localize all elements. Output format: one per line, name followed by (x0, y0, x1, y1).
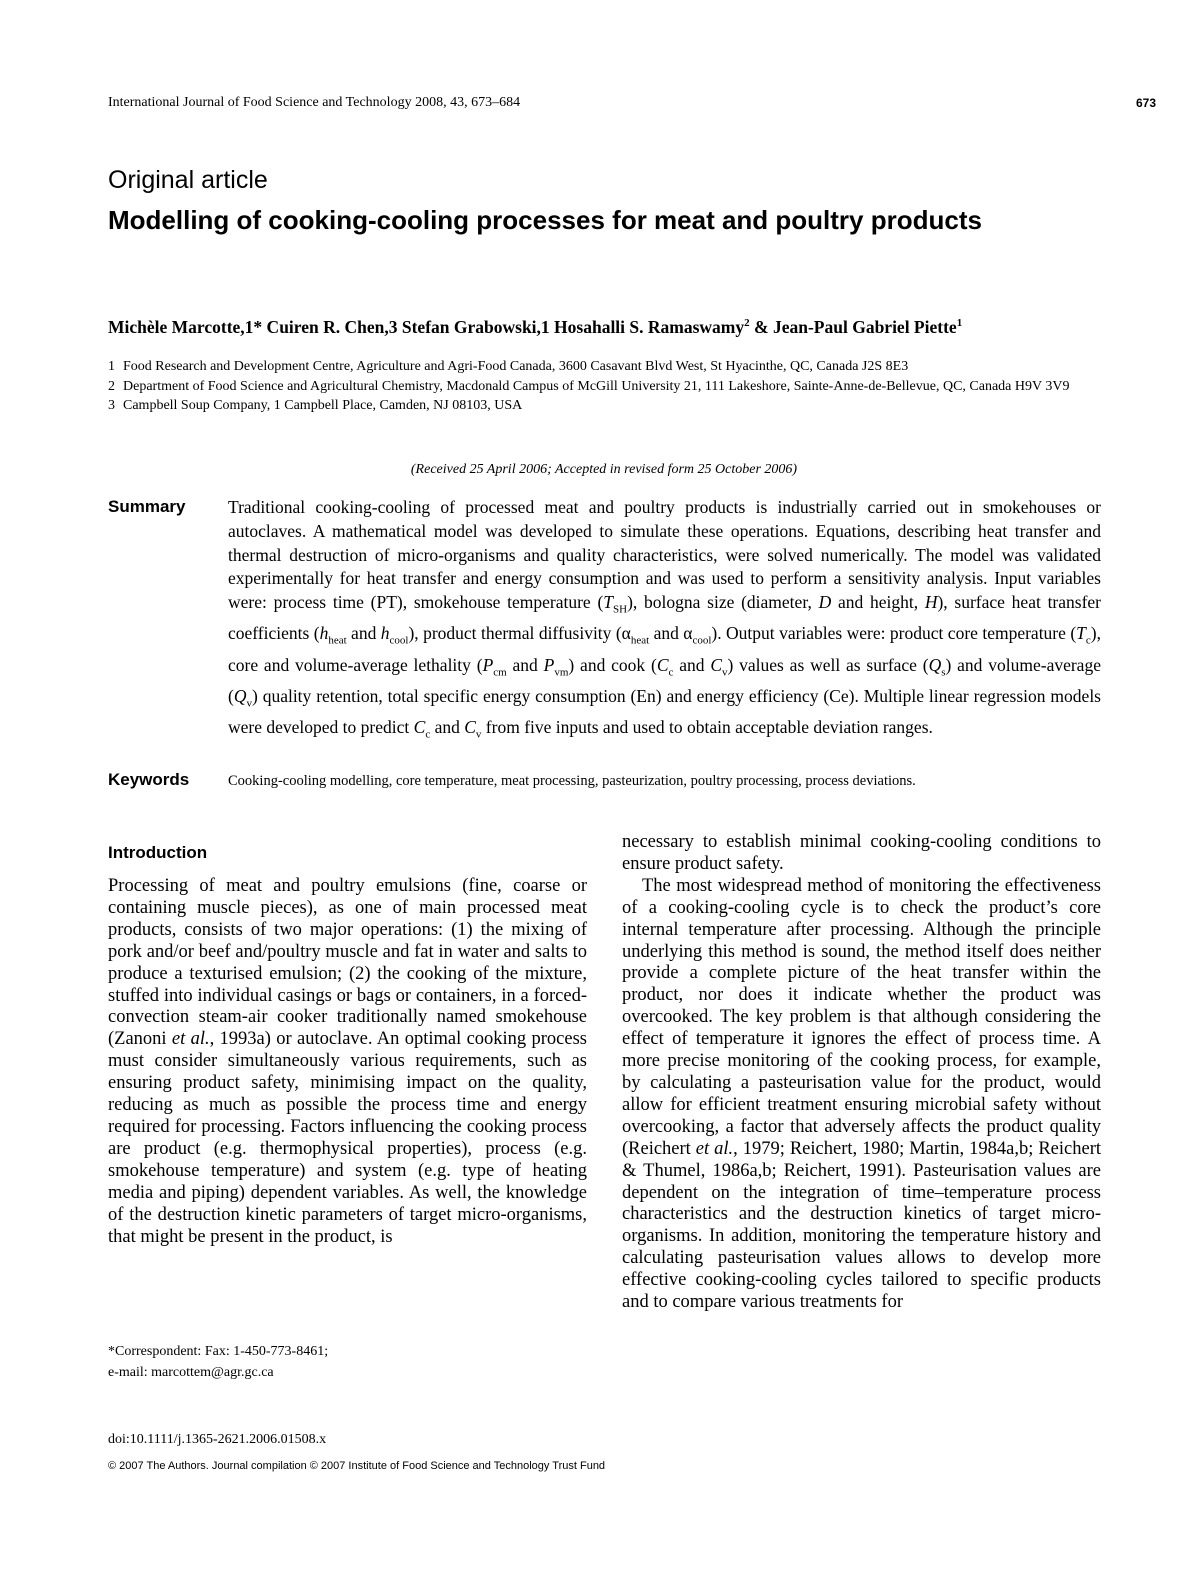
doi: doi:10.1111/j.1365-2621.2006.01508.x (108, 1432, 327, 1447)
affiliation-1: 1 Food Research and Development Centre, Agriculture and Agri-Food Canada, 3600 Casavant Blvd West, St Hyacinthe, QC, Canada J2S 8E3 (108, 359, 909, 374)
correspondent-fax: *Correspondent: Fax: 1-450-773-8461; (108, 1344, 329, 1359)
correspondent-note (108, 1341, 328, 1383)
author-names: Michèle Marcotte,1* Cuiren R. Chen,3 Stefan Grabowski,1 Hosahalli S. Ramaswamy$^2$ & Jean-Paul Gabriel Piette$^1$ (108, 317, 963, 337)
page-number: 673 (1135, 96, 1156, 110)
received-dates: (Received 25 April 2006; Accepted in revised form 25 October 2006) (410, 462, 798, 477)
keywords-label: Keywords (108, 770, 190, 789)
journal-citation: International Journal of Food Science and Technology 2008, 43, 673–684 (108, 95, 521, 110)
intro-continuation: necessary to establish minimal cooking-cooling conditions to ensure product safety. (622, 832, 1101, 874)
keywords-text: Cooking-cooling modelling, core temperature, meat processing, pasteurization, poultry processing, process deviations. (228, 773, 916, 789)
article-type: Original article (108, 166, 268, 194)
affiliations (108, 357, 1108, 416)
summary-label: Summary (108, 497, 186, 516)
introduction-heading: Introduction (108, 843, 208, 862)
summary-text: Traditional cooking-cooling of processed meat and poultry products is industrially carried out in smokehouses or autoclaves. A mathematical model was developed to simulate these operations. Equations, describing heat transfer and thermal destruction of micro-organisms and quality characteristics, were solved numerically. The model was validated experimentally for heat transfer and energy consumption and was used to perform a sensitivity analysis. Input variables were: process time (PT), smokehouse temperature $(T_{SH})$, bologna size (diameter, D and height, H), surface heat transfer coefficients ($h_{heat}$ and $h_{cool}$), product thermal diffusivity ($\alpha_{heat}$ and $\alpha_{cool}$). Output variables were: product core temperature $(T_c)$, core and volume-average lethality ($P_{cm}$ and $P_{vm}$) and cook ($C_c$ and $C_v$) values as well as surface $(Q_s)$ and volume-average $(Q_v)$ quality retention, total specific energy consumption (En) and energy efficiency (Ce). Multiple linear regression models were developed to predict $C_c$ and $C_v$ from five inputs and used to obtain acceptable deviation ranges. (228, 497, 1102, 741)
right-column (622, 832, 1101, 1314)
affiliation-2: 2 Department of Food Science and Agricultural Chemistry, Macdonald Campus of McGill University 21, 111 Lakeshore, Sainte-Anne-de-Bellevue, QC, Canada H9V 3V9 (108, 378, 1070, 394)
affiliation-3: 3 Campbell Soup Company, 1 Campbell Place, Camden, NJ 08103, USA (108, 398, 523, 413)
intro-paragraph-1: Processing of meat and poultry emulsions (fine, coarse or containing muscle pieces), as one of main processed meat products, consists of two major operations: (1) the mixing of pork and/or beef and/poultry muscle and fat in water and salts to produce a texturised emulsion; (2) the cooking of the mixture, stuffed into individual casings or bags or containers, in a forced-convection steam-air cooker traditionally named smokehouse (Zanoni et al., 1993a) or autoclave. An optimal cooking process must consider simultaneously various requirements, such as ensuring product safety, minimising impact on the quality, reducing as much as possible the process time and energy required for processing. Factors influencing the cooking process are product (e.g. thermophysical properties), process (e.g. smokehouse temperature) and system (e.g. type of heating media and piping) dependent variables. As well, the knowledge of the destruction kinetic parameters of target micro-organisms, that might be present in the product, is (108, 876, 587, 1247)
left-column (108, 876, 587, 1248)
intro-paragraph-2: The most widespread method of monitoring the effectiveness of a cooking-cooling cycle is to check the product’s core internal temperature after processing. Although the principle underlying this method is sound, the method itself does neither provide a complete picture of the heat transfer within the product, nor does it indicate whether the product was overcooked. The key problem is that although considering the effect of temperature it ignores the effect of process time. A more precise monitoring of the cooking process, for example, by calculating a pasteurisation value for the product, would allow for efficient treatment ensuring microbial safety without overcooking, a factor that adversely affects the product quality (Reichert et al., 1979; Reichert, 1980; Martin, 1984a,b; Reichert & Thumel, 1986a,b; Reichert, 1991). Pasteurisation values are dependent on the integration of time–temperature process characteristics and the destruction kinetics of target micro-organisms. In addition, monitoring the temperature history and calculating pasteurisation values allows to develop more effective cooking-cooling cycles tailored to specific products and to compare various treatments for (622, 875, 1101, 1313)
article-title: Modelling of cooking-cooling processes for meat and poultry products (108, 205, 982, 235)
copyright: © 2007 The Authors. Journal compilation © 2007 Institute of Food Science and Technology Trust Fund (108, 1460, 606, 1472)
correspondent-email[interactable]: e-mail: marcottem@agr.gc.ca (108, 1365, 274, 1380)
author-list (108, 317, 962, 338)
